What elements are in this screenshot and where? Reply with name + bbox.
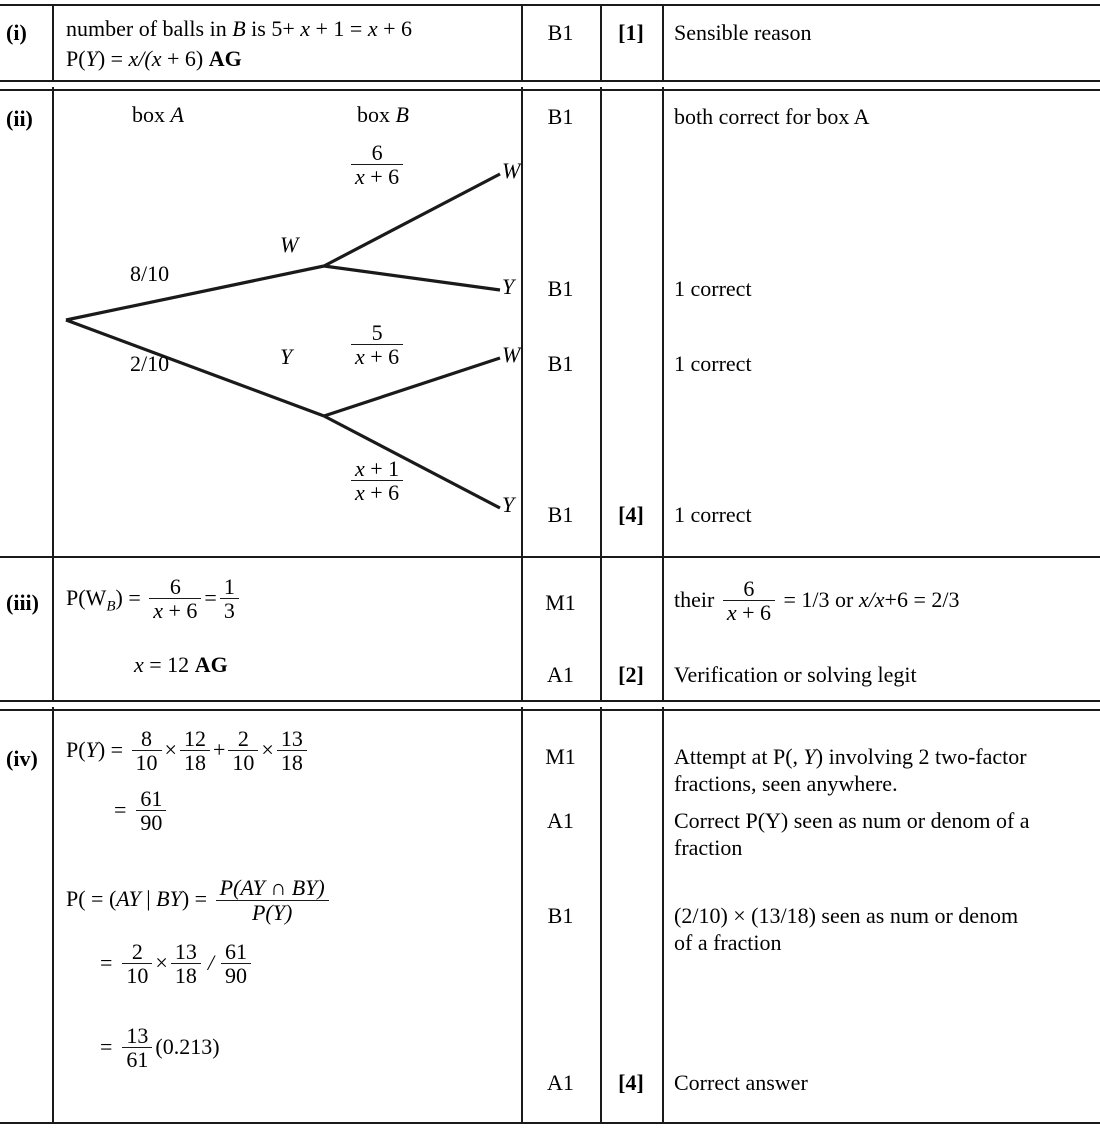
working-iii	[52, 576, 521, 678]
given-bar: |	[140, 886, 157, 912]
text: + 6)	[161, 46, 209, 71]
text: number of balls in	[66, 16, 233, 41]
subscript-b: B	[106, 598, 116, 615]
mark-code-iv-2: A1	[547, 808, 574, 833]
branch-prob-2-10: 2/10	[130, 351, 170, 376]
numerator: 1	[220, 575, 239, 599]
fraction-1-3	[220, 575, 239, 623]
note-ii-1: both correct for box A	[674, 104, 870, 129]
denominator: 10	[126, 963, 149, 989]
numerator: 5	[351, 321, 403, 345]
denominator	[351, 165, 403, 188]
text: P(W	[66, 584, 107, 610]
note-iv-3-line2: of a fraction	[674, 929, 782, 955]
note-i: Sensible reason	[674, 20, 812, 45]
var-y: Y	[85, 46, 98, 71]
text: = 12	[143, 651, 195, 677]
intersection-symbol: ∩	[264, 875, 292, 901]
var-x: x	[726, 600, 737, 626]
working-i-line1	[66, 16, 521, 42]
mark-code-ii-2: B1	[547, 276, 574, 301]
note-iv-4: Correct answer	[674, 1070, 808, 1095]
event-by: BY	[156, 886, 182, 912]
numerator: 13	[171, 940, 201, 964]
col-border-mark-ii	[600, 87, 602, 556]
text: = 1/3 or	[778, 586, 859, 612]
text: their	[674, 586, 720, 612]
col-border-mark-iv	[600, 707, 602, 1122]
denominator: 3	[223, 598, 235, 624]
text: ) involving 2 two-factor	[815, 744, 1027, 769]
times-sign: ×	[164, 736, 177, 762]
denominator: 18	[183, 750, 206, 776]
fraction-6-x6	[149, 575, 201, 623]
branch-prob-8-10: 8/10	[130, 261, 170, 286]
times-sign: ×	[155, 949, 168, 975]
denominator: P(Y)	[251, 899, 293, 925]
branch-w-y	[324, 266, 500, 290]
mark-total-ii: [4]	[618, 502, 644, 527]
ag-marker: AG	[208, 46, 242, 71]
fraction-x1-x6	[351, 457, 403, 505]
equals-sign: =	[100, 1033, 113, 1059]
denominator: 90	[224, 963, 247, 989]
note-iii-1	[662, 578, 1100, 626]
mark-code-iii-2: A1	[547, 662, 574, 687]
leaf-label-y-lower: Y	[502, 492, 515, 517]
text: P( = (	[66, 886, 117, 912]
note-iv-3	[662, 903, 1100, 957]
row-divider-iii-iv	[0, 700, 1100, 711]
note-ii-2: 1 correct	[674, 276, 752, 301]
text: + 1 =	[310, 16, 368, 41]
mark-code-ii-3: B1	[547, 351, 574, 376]
fraction-6-x6	[723, 577, 775, 625]
working-iv-line4	[66, 938, 521, 989]
equals-sign: =	[204, 584, 217, 610]
leaf-label-y-upper: Y	[502, 274, 515, 299]
numerator	[216, 876, 329, 900]
box-a-letter: A	[170, 102, 184, 127]
text: ) =	[97, 46, 129, 71]
part-label-i: (i)	[6, 20, 27, 45]
fraction-61-90	[136, 787, 166, 835]
var-x: x	[367, 16, 378, 41]
leaf-label-w-lower: W	[502, 342, 521, 367]
numerator: 2	[122, 940, 152, 964]
times-sign: ×	[261, 736, 274, 762]
var-x: x	[355, 456, 365, 481]
numerator: 2	[228, 727, 258, 751]
text: + 6	[736, 600, 772, 626]
fraction-61-90	[221, 940, 251, 988]
var-x: x	[355, 344, 365, 370]
text: + 6	[163, 598, 198, 624]
note-iv-2	[662, 808, 1100, 862]
working-iv	[52, 728, 521, 1072]
text: ) =	[181, 886, 213, 912]
note-ii-4: 1 correct	[674, 502, 752, 527]
ag-marker: AG	[194, 651, 228, 677]
var-x: x	[153, 598, 163, 624]
text: + 6	[364, 480, 400, 506]
mark-total-iv: [4]	[618, 1070, 644, 1095]
col-border-total-ii	[662, 87, 664, 556]
note-iv-2-line2: fraction	[674, 834, 743, 860]
note-iii-1-math	[674, 576, 960, 626]
numerator: 6	[723, 577, 775, 601]
fraction-6-x6	[351, 141, 403, 189]
mark-code-iv-3: B1	[547, 903, 574, 928]
tree-branches-svg	[52, 86, 521, 556]
text: + 1	[364, 456, 400, 481]
fraction-2-10	[228, 727, 258, 775]
branch-prob-6-over-x6	[348, 142, 406, 190]
working-i	[52, 16, 521, 72]
var-x: x	[134, 651, 144, 677]
mark-code-ii-4: B1	[547, 502, 574, 527]
fraction-conditional	[216, 876, 329, 924]
note-iv-3-line1: (2/10) × (13/18) seen as num or denom	[674, 903, 1019, 928]
fraction-13-61	[122, 1024, 152, 1072]
var-x: x	[300, 16, 311, 41]
numerator: 61	[221, 940, 251, 964]
node-label-y-lower: Y	[280, 344, 293, 369]
mark-code-i: B1	[547, 20, 574, 45]
branch-a-w	[66, 266, 324, 320]
note-ii-3: 1 correct	[674, 351, 752, 376]
denominator: 10	[232, 750, 255, 776]
denominator: 90	[140, 809, 163, 835]
row-divider-ii-iii	[0, 556, 1100, 558]
box-a-text: box	[132, 102, 171, 127]
denominator: 61	[126, 1046, 149, 1072]
event-ay: AY	[116, 886, 141, 912]
text: is 5+	[245, 16, 301, 41]
numerator: 6	[149, 575, 201, 599]
var-y: Y	[85, 736, 98, 762]
numerator: 12	[180, 727, 210, 751]
numerator: 13	[122, 1024, 152, 1048]
fraction-2-10	[122, 940, 152, 988]
working-i-line2	[66, 46, 521, 72]
mark-total-i: [1]	[618, 20, 644, 45]
fraction-8-10	[132, 727, 162, 775]
mark-total-iii: [2]	[618, 662, 644, 687]
numerator	[351, 457, 403, 481]
denominator	[351, 481, 403, 504]
denominator: 18	[174, 963, 197, 989]
probability-tree-diagram	[52, 86, 521, 556]
fraction-13-18	[171, 940, 201, 988]
leaf-label-w-upper: W	[502, 158, 521, 183]
equals-sign: =	[100, 949, 113, 975]
numerator: 8	[132, 727, 162, 751]
working-iv-line1	[66, 728, 521, 776]
denominator: 10	[135, 750, 158, 776]
equals-sign: =	[114, 796, 127, 822]
denominator: 18	[280, 750, 303, 776]
working-iii-line1	[66, 576, 521, 624]
var-b: B	[232, 16, 246, 41]
text: + 6	[364, 164, 400, 190]
text: ) =	[97, 736, 129, 762]
note-iv-1	[662, 744, 1100, 798]
table-bottom-border	[0, 1122, 1100, 1124]
working-iv-line3	[66, 877, 521, 925]
text: Attempt at P(,	[674, 744, 804, 769]
denominator	[723, 601, 775, 624]
mark-code-iii-1: M1	[545, 590, 576, 615]
var-x: x	[355, 164, 365, 190]
fraction-13-18	[277, 727, 307, 775]
box-b-header	[357, 102, 409, 128]
expr-x-over-x: x/x	[858, 586, 885, 612]
working-iv-line2	[66, 785, 521, 836]
box-a-header	[132, 102, 184, 128]
denominator	[149, 599, 201, 622]
node-label-w-upper: W	[280, 232, 299, 257]
branch-prob-x1-over-x6	[348, 458, 406, 506]
part-label-iv: (iv)	[6, 746, 38, 771]
working-iv-line5	[66, 1022, 521, 1073]
fraction-5-x6	[351, 321, 403, 369]
table-top-border	[0, 4, 1100, 6]
var-x: x	[355, 480, 365, 506]
text: BY)	[291, 875, 325, 901]
text: + 6	[364, 344, 400, 370]
decimal-value: (0.213)	[155, 1033, 220, 1059]
denominator	[351, 345, 403, 368]
fraction-12-18	[180, 727, 210, 775]
text: + 6	[377, 16, 413, 41]
text: P(AY	[219, 875, 265, 901]
text: P(	[66, 736, 86, 762]
part-label-iii: (iii)	[6, 590, 39, 615]
note-iv-1-line1	[674, 744, 1086, 771]
numerator: 61	[136, 787, 166, 811]
part-label-ii: (ii)	[6, 106, 33, 131]
plus-sign: +	[212, 736, 226, 762]
expr-x-over-x: x/(x	[128, 46, 162, 71]
box-b-letter: B	[395, 102, 409, 127]
var-y: Y	[803, 744, 816, 769]
text: ) =	[115, 584, 147, 610]
note-iv-1-line2: fractions, seen anywhere.	[674, 770, 898, 796]
numerator: 13	[277, 727, 307, 751]
note-iv-2-line1: Correct P(Y) seen as num or denom of a	[674, 808, 1030, 833]
divide-slash: /	[207, 949, 214, 975]
text: P(	[66, 46, 86, 71]
text: +6 = 2/3	[884, 586, 960, 612]
box-b-text: box	[357, 102, 396, 127]
col-border-work-ii	[521, 87, 523, 556]
mark-code-iv-4: A1	[547, 1070, 574, 1095]
branch-prob-5-over-x6	[348, 322, 406, 370]
mark-code-ii-1: B1	[547, 104, 574, 129]
note-iii-2: Verification or solving legit	[674, 662, 917, 687]
working-iii-line2	[66, 652, 521, 678]
numerator: 6	[351, 141, 403, 165]
mark-code-iv-1: M1	[545, 744, 576, 769]
